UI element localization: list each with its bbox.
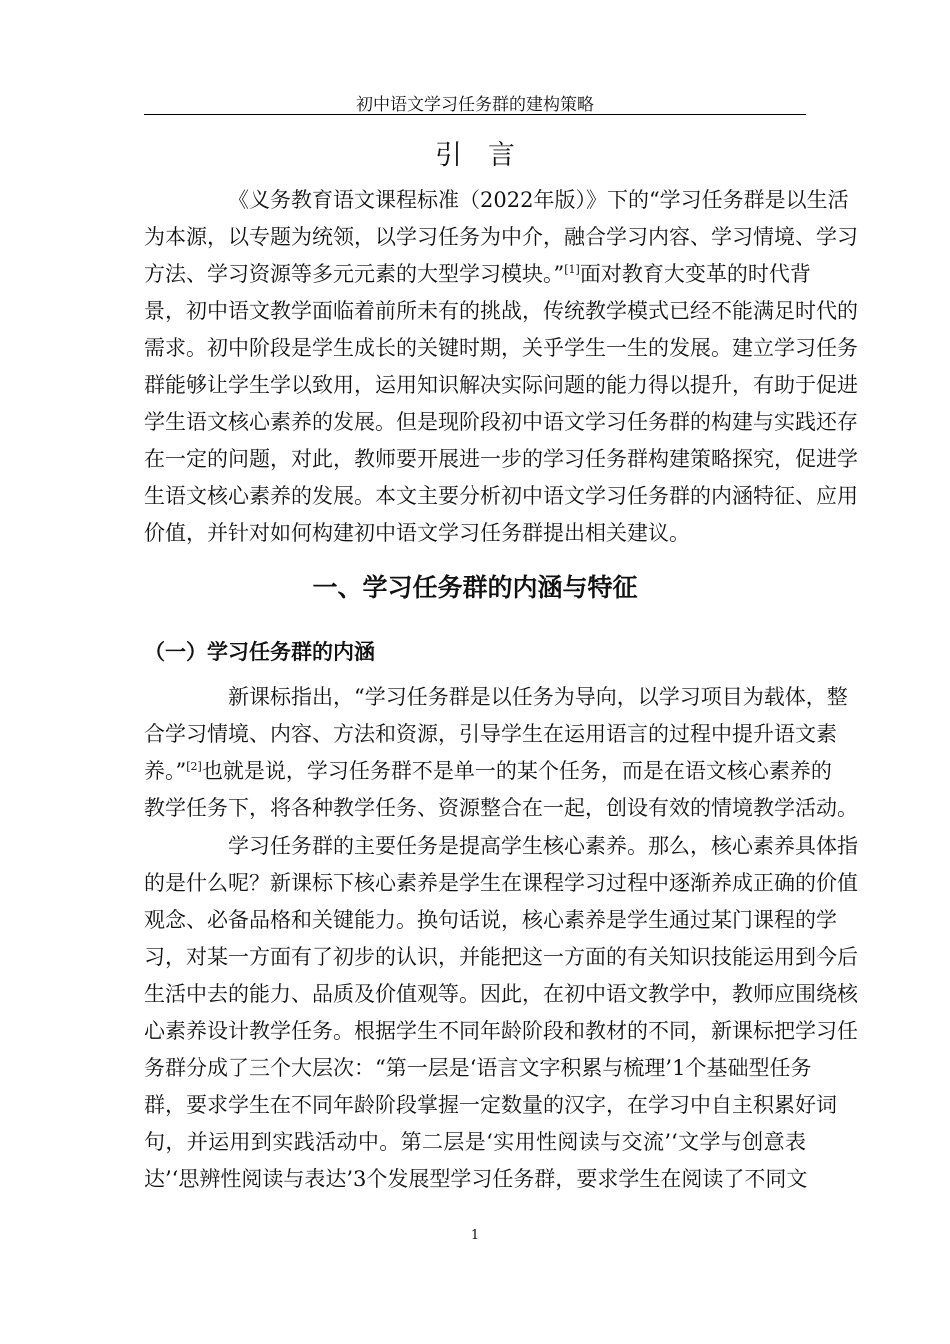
text-line: 在一定的问题，对此，教师要开展进一步的学习任务群构建策略探究，促进学 — [144, 447, 858, 471]
running-header: 初中语文学习任务群的建构策略 — [356, 95, 594, 115]
text-line: 教学任务下，将各种教学任务、资源整合在一起，创设有效的情境教学活动。 — [144, 796, 858, 820]
subsection-heading: （一）学习任务群的内涵 — [144, 640, 375, 664]
text-line: 学生语文核心素养的发展。但是现阶段初中语文学习任务群的构建与实践还存 — [144, 410, 858, 434]
page-number: 1 — [470, 1228, 480, 1243]
text-line: 生活中去的能力、品质及价值观等。因此，在初中语文教学中，教师应围绕核 — [144, 982, 858, 1006]
text-line: 为本源，以专题为统领，以学习任务为中介，融合学习内容、学习情境、学习 — [144, 225, 858, 249]
text-line: 群，要求学生在不同年龄阶段掌握一定数量的汉字，在学习中自主积累好词 — [144, 1093, 837, 1117]
text-line: 生语文核心素养的发展。本文主要分析初中语文学习任务群的内涵特征、应用 — [144, 484, 858, 508]
text-line: 务群分成了三个大层次：“第一层是‘语言文字积累与梳理’1个基础型任务 — [144, 1056, 812, 1080]
text-line: 合学习情境、内容、方法和资源，引导学生在运用语言的过程中提升语文素 — [144, 722, 837, 746]
page-title: 引言 — [435, 140, 541, 171]
text-line: 新课标指出，“学习任务群是以任务为导向，以学习项目为载体，整 — [228, 685, 848, 709]
text-line: 的是什么呢？新课标下核心素养是学生在课程学习过程中逐渐养成正确的价值 — [144, 871, 858, 895]
text-line: 学习任务群的主要任务是提高学生核心素养。那么，核心素养具体指 — [228, 834, 858, 858]
text-line: 句，并运用到实践活动中。第二层是‘实用性阅读与交流’‘文学与创意表 — [144, 1130, 806, 1154]
citation: [2] — [186, 760, 202, 773]
paragraph-3 — [144, 828, 858, 1198]
text-line: 习，对某一方面有了初步的认识，并能把这一方面的有关知识技能运用到今后 — [144, 945, 858, 969]
text-line: 观念、必备品格和关键能力。换句话说，核心素养是学生通过某门课程的学 — [144, 908, 837, 932]
text-line: 群能够让学生学以致用，运用知识解决实际问题的能力得以提升，有助于促进 — [144, 373, 858, 397]
text-line: 价值，并针对如何构建初中语文学习任务群提出相关建议。 — [144, 521, 690, 545]
text-line: 心素养设计教学任务。根据学生不同年龄阶段和教材的不同，新课标把学习任 — [144, 1019, 858, 1043]
text-line: 达’‘思辨性阅读与表达’3个发展型学习任务群，要求学生在阅读了不同文 — [144, 1167, 808, 1191]
header-rule — [144, 114, 806, 115]
text-line: 景，初中语文教学面临着前所未有的挑战，传统教学模式已经不能满足时代的 — [144, 299, 858, 323]
intro-paragraph — [144, 182, 858, 552]
text-line: 养。”[2]也就是说，学习任务群不是单一的某个任务，而是在语文核心素养的 — [144, 759, 832, 783]
citation: [1] — [564, 263, 580, 276]
text-line: 需求。初中阶段是学生成长的关键时期，关乎学生一生的发展。建立学习任务 — [144, 336, 858, 360]
text-line: 《义务教育语文课程标准（2022年版）》下的“学习任务群是以生活 — [228, 188, 849, 212]
section-heading: 一、学习任务群的内涵与特征 — [312, 573, 638, 602]
text-line: 方法、学习资源等多元元素的大型学习模块。”[1]面对教育大变革的时代背 — [144, 262, 811, 286]
paragraph-2 — [144, 679, 858, 827]
